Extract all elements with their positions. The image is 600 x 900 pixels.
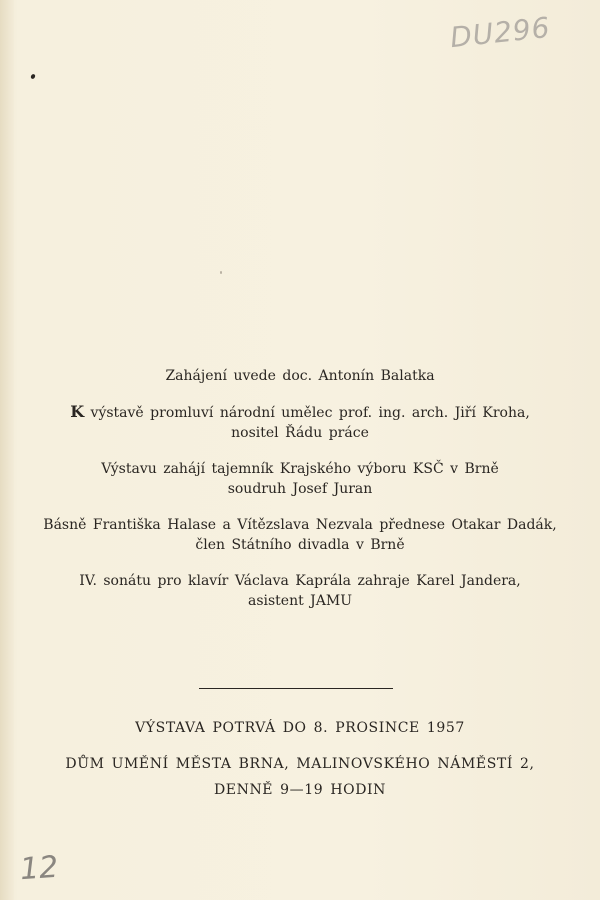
program-entry-speech	[40, 402, 560, 443]
program-line	[40, 402, 560, 423]
program-line: IV. sonátu pro klavír Václava Kaprála zahraje Karel Jandera,	[79, 573, 521, 589]
section-divider	[199, 688, 393, 689]
exhibition-duration: VÝSTAVA POTRVÁ DO 8. PROSINCE 1957	[135, 720, 465, 736]
paper-speck	[220, 271, 222, 274]
speech-line-rest: výstavě promluví národní umělec prof. ing. arch. Jiří Kroha,	[84, 405, 530, 421]
ink-spot	[30, 73, 36, 79]
first-capital: K	[70, 402, 85, 421]
program-line: nositel Řádu práce	[231, 425, 369, 441]
program-line: Zahájení uvede doc. Antonín Balatka	[165, 368, 435, 384]
program-line: člen Státního divadla v Brně	[195, 537, 405, 553]
archive-mark: DU296	[448, 10, 552, 55]
program-entry-music	[40, 571, 560, 611]
program-entry-opening-by-secretary	[40, 459, 560, 499]
program-entry-poetry	[40, 515, 560, 555]
page-binding-edge	[0, 0, 14, 900]
program-line: asistent JAMU	[247, 593, 353, 609]
program-line: Básně Františka Halase a Vítězslava Nezvala přednese Otakar Dadák,	[43, 517, 557, 533]
program-line: soudruh Josef Juran	[227, 481, 373, 497]
exhibition-venue: DŮM UMĚNÍ MĚSTA BRNA, MALINOVSKÉHO NÁMĚSTÍ 2,	[65, 756, 535, 772]
program-line: Výstavu zahájí tajemník Krajského výboru KSČ v Brně	[101, 461, 499, 477]
page-number-mark: 12	[18, 849, 60, 888]
exhibition-hours: DENNĚ 9—19 HODIN	[213, 782, 387, 798]
program-text	[40, 366, 560, 627]
exhibition-info	[30, 718, 570, 816]
program-entry-opening	[40, 366, 560, 386]
